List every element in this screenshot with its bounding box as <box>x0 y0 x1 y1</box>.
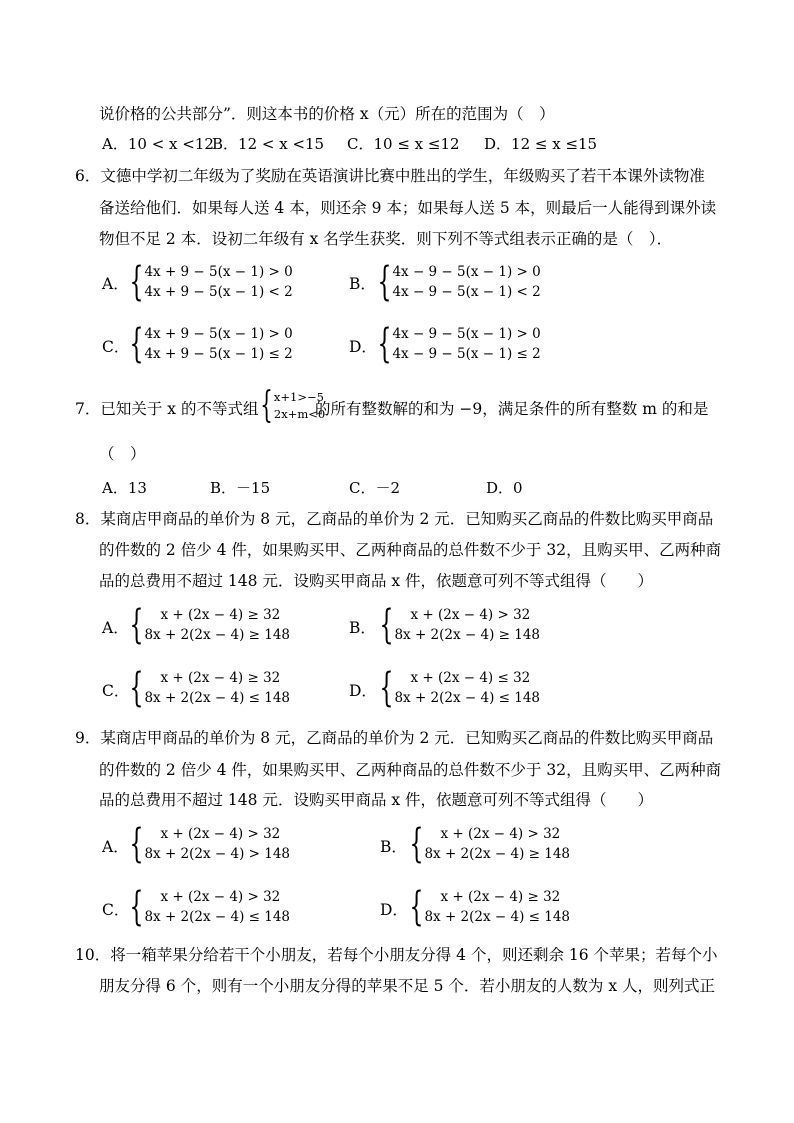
q8-c-system <box>118 665 291 711</box>
q10-line-1: 10．将一箱苹果分给若干个小朋友，若每个小朋友分得 4 个，则还剩余 16 个苹果；若每个小 <box>75 946 718 964</box>
q6-line-2: 备送给他们．如果每人送 4 本，则还余 9 本；如果每人送 5 本，则最后一人能得到课外读 <box>99 199 717 217</box>
q9-d-ineq-1: x + (2x − 4) ≥ 32 <box>440 889 561 905</box>
q9-d-ineq-2: 8x + 2(2x − 4) ≤ 148 <box>424 909 571 925</box>
q8-d-ineq-1: x + (2x − 4) ≤ 32 <box>410 670 531 686</box>
q9-a-system <box>118 821 291 867</box>
q6-d-label: D． <box>349 338 377 356</box>
q7-answer-paren: （ ） <box>99 445 146 463</box>
q6-c-ineq-2: 4x + 9 − 5(x − 1) ≤ 2 <box>144 346 293 362</box>
q7-suffix: 的所有整数解的和为 −9，满足条件的所有整数 m 的和是 <box>315 400 709 418</box>
q6-c-ineq-1: 4x + 9 − 5(x − 1) > 0 <box>144 326 293 342</box>
q8-c-label: C． <box>102 682 130 700</box>
q8-c-ineq-2: 8x + 2(2x − 4) ≤ 148 <box>144 690 291 706</box>
q5-option-a: A．10 < x <12 <box>102 135 214 153</box>
q10-line-2: 朋友分得 6 个，则有一个小朋友分得的苹果不足 5 个．若小朋友的人数为 x 人，则列式正 <box>99 977 716 995</box>
q7-option-c: C．－2 <box>349 479 401 497</box>
q8-a-system <box>118 602 291 648</box>
q7-option-d: D．0 <box>486 479 523 497</box>
q7-option-b: B．－15 <box>210 479 271 497</box>
q9-line-3: 品的总费用不超过 148 元．设购买甲商品 x 件，依题意可列不等式组得（ ） <box>99 791 654 809</box>
brace-icon: { <box>129 602 144 648</box>
q6-line-3: 物但不足 2 本．设初二年级有 x 名学生获奖．则下列不等式组表示正确的是（ ）． <box>99 230 673 248</box>
q8-a-label: A． <box>102 619 129 637</box>
q9-d-system <box>398 884 571 930</box>
q6-c-label: C． <box>102 338 130 356</box>
q5-option-b: B．12 < x <15 <box>212 135 325 153</box>
brace-icon: { <box>409 821 424 867</box>
q6-d-system <box>366 321 541 367</box>
q6-b-system <box>366 259 541 305</box>
q6-b-ineq-2: 4x − 9 − 5(x − 1) < 2 <box>392 284 541 300</box>
q8-b-system <box>368 602 541 648</box>
brace-icon: { <box>379 665 394 711</box>
q6-c-system <box>118 321 293 367</box>
brace-icon: { <box>129 259 144 305</box>
q9-d-label: D． <box>380 901 408 919</box>
brace-icon: { <box>379 602 394 648</box>
q6-a-ineq-1: 4x + 9 − 5(x − 1) > 0 <box>144 264 293 280</box>
q7-option-a: A．13 <box>102 479 147 497</box>
brace-icon: { <box>377 321 392 367</box>
q9-c-ineq-2: 8x + 2(2x − 4) ≤ 148 <box>144 909 291 925</box>
q6-a-label: A． <box>102 275 129 293</box>
brace-icon: { <box>129 884 144 930</box>
brace-icon: { <box>409 884 424 930</box>
q9-a-label: A． <box>102 838 129 856</box>
q9-b-label: B． <box>380 838 407 856</box>
q7-ineq-1: x+1>−5 <box>273 390 324 404</box>
q6-b-ineq-1: 4x − 9 − 5(x − 1) > 0 <box>392 264 541 280</box>
q9-a-ineq-1: x + (2x − 4) > 32 <box>160 826 281 842</box>
q6-d-ineq-2: 4x − 9 − 5(x − 1) ≤ 2 <box>392 346 541 362</box>
q8-line-3: 品的总费用不超过 148 元．设购买甲商品 x 件，依题意可列不等式组得（ ） <box>99 572 654 590</box>
q7-prefix: 7．已知关于 x 的不等式组 <box>75 400 259 418</box>
q9-line-1: 9．某商店甲商品的单价为 8 元，乙商品的单价为 2 元．已知购买乙商品的件数比购买甲商品 <box>75 729 714 747</box>
q9-c-label: C． <box>102 901 130 919</box>
brace-icon: { <box>260 385 273 426</box>
q8-a-ineq-2: 8x + 2(2x − 4) ≥ 148 <box>144 627 291 643</box>
brace-icon: { <box>129 321 144 367</box>
q8-d-system <box>368 665 541 711</box>
brace-icon: { <box>129 821 144 867</box>
q8-a-ineq-1: x + (2x − 4) ≥ 32 <box>160 607 281 623</box>
q7-ineq-2: 2x+m<0 <box>273 407 326 421</box>
q9-c-ineq-1: x + (2x − 4) > 32 <box>160 889 281 905</box>
q8-d-ineq-2: 8x + 2(2x − 4) ≤ 148 <box>394 690 541 706</box>
q5-option-c: C．10 ≤ x ≤12 <box>347 135 460 153</box>
q6-line-1: 6．文德中学初二年级为了奖励在英语演讲比赛中胜出的学生，年级购买了若干本课外读物准 <box>75 167 705 185</box>
q9-b-ineq-2: 8x + 2(2x − 4) ≥ 148 <box>424 846 571 862</box>
q9-b-system <box>398 821 571 867</box>
q5-option-d: D．12 ≤ x ≤15 <box>484 135 598 153</box>
brace-icon: { <box>129 665 144 711</box>
q5-continuation: 说价格的公共部分”．则这本书的价格 x（元）所在的范围为（ ） <box>99 105 555 123</box>
q9-a-ineq-2: 8x + 2(2x − 4) > 148 <box>144 846 291 862</box>
q9-b-ineq-1: x + (2x − 4) > 32 <box>440 826 561 842</box>
q9-line-2: 的件数的 2 倍少 4 件，如果购买甲、乙两种商品的总件数不少于 32，且购买甲、乙两种商 <box>99 761 722 779</box>
q6-d-ineq-1: 4x − 9 − 5(x − 1) > 0 <box>392 326 541 342</box>
q8-d-label: D． <box>349 682 377 700</box>
q6-b-label: B． <box>349 275 376 293</box>
q8-b-label: B． <box>349 619 376 637</box>
q9-c-system <box>118 884 291 930</box>
q8-line-1: 8．某商店甲商品的单价为 8 元，乙商品的单价为 2 元．已知购买乙商品的件数比购买甲商品 <box>75 510 714 528</box>
brace-icon: { <box>377 259 392 305</box>
q6-a-ineq-2: 4x + 9 − 5(x − 1) < 2 <box>144 284 293 300</box>
q8-c-ineq-1: x + (2x − 4) ≥ 32 <box>160 670 281 686</box>
q8-b-ineq-1: x + (2x − 4) > 32 <box>410 607 531 623</box>
q6-a-system <box>118 259 293 305</box>
q7-system <box>250 385 326 426</box>
q8-b-ineq-2: 8x + 2(2x − 4) ≥ 148 <box>394 627 541 643</box>
q8-line-2: 的件数的 2 倍少 4 件，如果购买甲、乙两种商品的总件数不少于 32，且购买甲、乙两种商 <box>99 541 722 559</box>
